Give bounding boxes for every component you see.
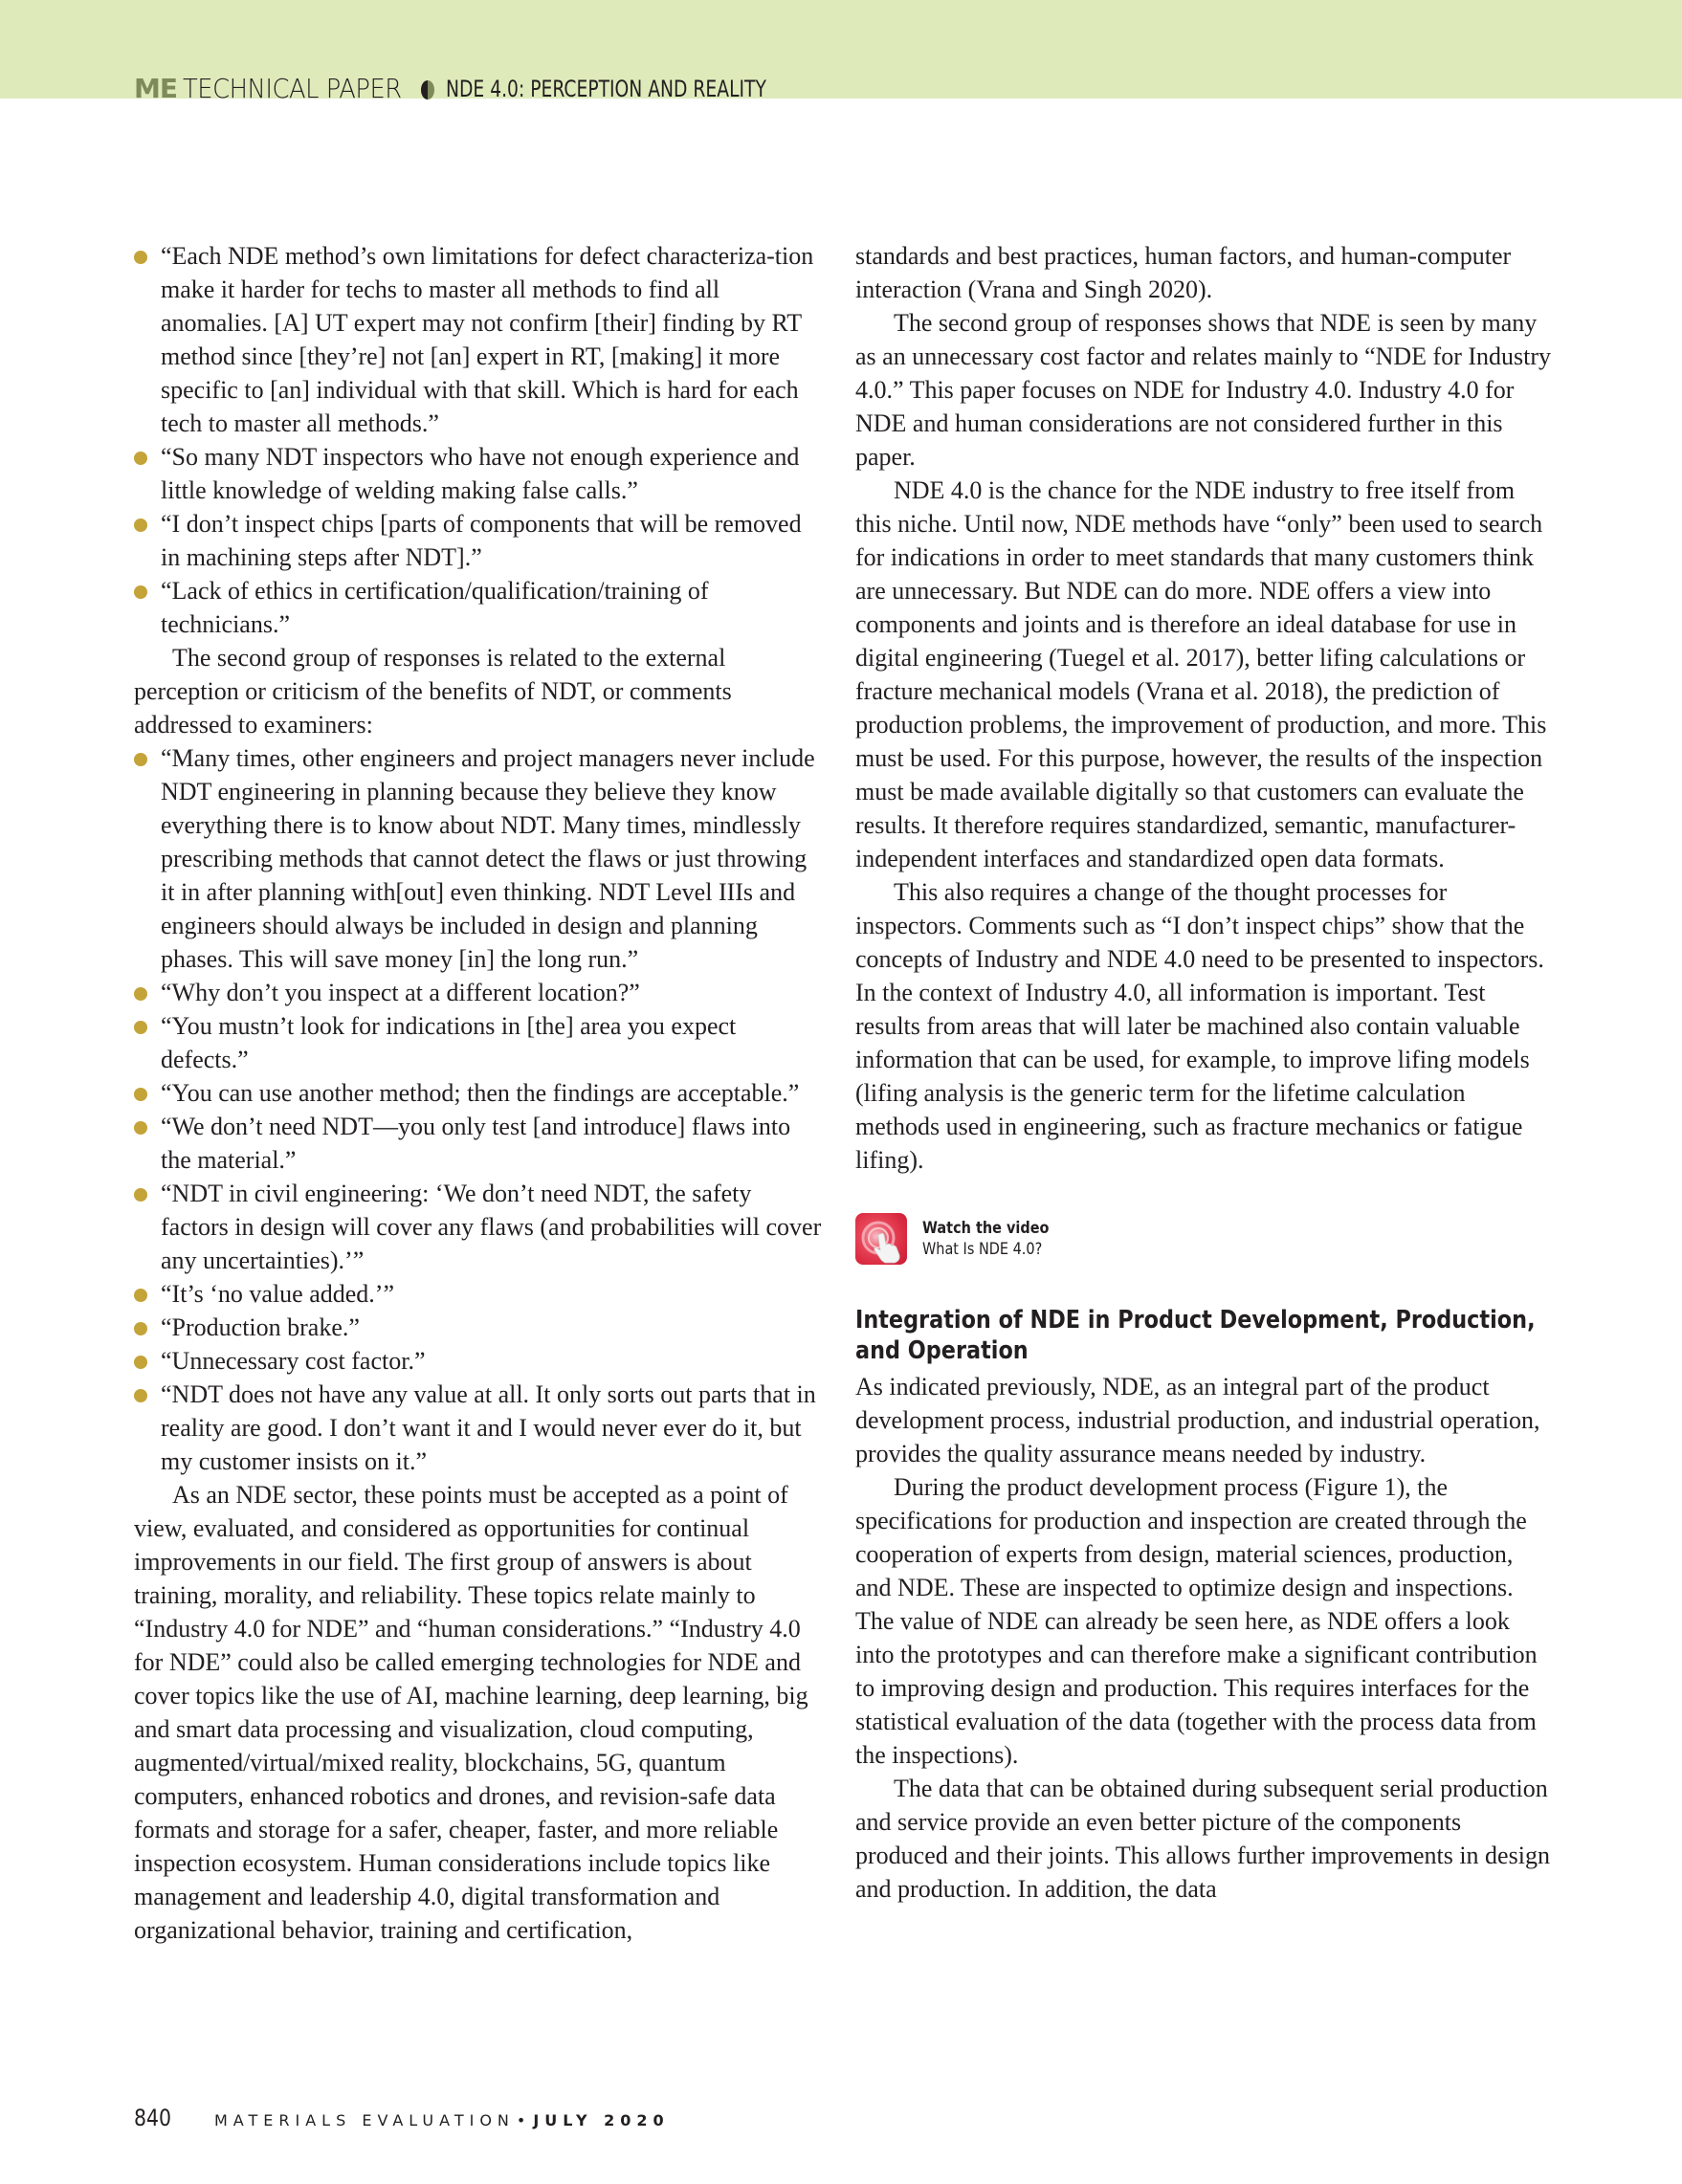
- list-item: [134, 1009, 823, 1076]
- list-item: [134, 1311, 823, 1344]
- bullet-icon: [134, 1188, 147, 1202]
- magazine-logo: ME: [134, 73, 177, 104]
- right-column: [855, 239, 1554, 1906]
- list-item: [134, 239, 823, 440]
- list-item-text: “NDT does not have any value at all. It only sorts out parts that in reality are good. I don’t want it and I would never ever do it, but my customer insists on it.”: [161, 1380, 816, 1475]
- list-item: [134, 1076, 823, 1110]
- page-footer: [134, 2105, 670, 2131]
- paragraph-thought-processes: This also requires a change of the thought processes for inspectors. Comments such as “I don’t inspect chips” show that the concepts of Industry and NDE 4.0 need to be presented to inspectors. In the context of Industry 4.0, all information is important. Test results from areas that will later be machined also contain valuable information that can be used, for example, to improve lifing models (lifing analysis is the generic term for the lifetime calculation methods used in engineering, such as fracture mechanics or fatigue lifing).: [855, 878, 1544, 1174]
- bullet-icon: [134, 1389, 147, 1402]
- bullet-icon: [134, 1021, 147, 1034]
- list-item-text: “I don’t inspect chips [parts of components that will be removed in machining steps after NDT].”: [161, 510, 802, 571]
- paragraph-second-group: The second group of responses is related to the external perception or criticism of the benefits of NDT, or comments addressed to examiners:: [134, 644, 732, 739]
- footer-separator: •: [516, 2111, 526, 2129]
- video-label[interactable]: Watch the video: [922, 1219, 1050, 1238]
- half-filled-circle-icon: [421, 80, 434, 99]
- list-item-text: “Why don’t you inspect at a different location?”: [161, 979, 640, 1006]
- list-item-text: “Each NDE method’s own limitations for defect characteriza-tion make it harder for techs to master all methods to find all anomalies. [A] UT expert may not confirm [their] finding by RT method since [they’re] not [an] expert in RT, [making] it more specific to [an] individual with that skill. Which is hard for each tech to master all methods.”: [161, 242, 814, 437]
- list-item: [134, 1344, 823, 1378]
- bullet-icon: [134, 753, 147, 766]
- list-item-text: “You mustn’t look for indications in [the] area you expect defects.”: [161, 1012, 737, 1073]
- bullet-icon: [134, 1322, 147, 1335]
- list-item: [134, 1378, 823, 1478]
- paragraph-serial-production: The data that can be obtained during subsequent serial production and service provide an even better picture of the components produced and their joints. This allows further improvements in design and production. In addition, the data: [855, 1775, 1550, 1903]
- issue-date: JULY 2020: [533, 2111, 670, 2129]
- bullet-icon: [134, 518, 147, 532]
- paragraph-integration: As indicated previously, NDE, as an integral part of the product development process, industrial production, and industrial operation, provides the quality assurance means needed by industry.: [855, 1373, 1540, 1467]
- list-item-text: “NDT in civil engineering: ‘We don’t need NDT, the safety factors in design will cover any flaws (and probabilities will cover any uncertainties).’”: [161, 1180, 822, 1274]
- paragraph-second-group-shows: The second group of responses shows that NDE is seen by many as an unnecessary cost factor and relates mainly to “NDE for Industry 4.0.” This paper focuses on NDE for Industry 4.0. Industry 4.0 for NDE and human considerations are not considered further in this paper.: [855, 309, 1552, 471]
- running-header: [134, 70, 856, 102]
- video-touch-icon[interactable]: [855, 1213, 907, 1265]
- list-item: [134, 741, 823, 976]
- journal-name: MATERIALS EVALUATION: [214, 2111, 515, 2129]
- video-title[interactable]: What Is NDE 4.0?: [922, 1240, 1043, 1259]
- paragraph-product-development: During the product development process (Figure 1), the specifications for production and inspection are created through the cooperation of experts from design, material sciences, production, and NDE. These are inspected to optimize design and inspections. The value of NDE can already be seen here, as NDE offers a look into the prototypes and can therefore make a significant contribution to improving design and production. This requires interfaces for the statistical evaluation of the data (together with the process data from the inspections).: [855, 1473, 1538, 1769]
- bullet-icon: [134, 585, 147, 599]
- bullet-icon: [134, 1289, 147, 1302]
- list-item: [134, 976, 823, 1009]
- bullet-icon: [134, 1088, 147, 1101]
- bullet-icon: [134, 251, 147, 264]
- paragraph-nde-sector: As an NDE sector, these points must be accepted as a point of view, evaluated, and considered as opportunities for continual improvements in our field. The first group of answers is about training, morality, and reliability. These topics relate mainly to “Industry 4.0 for NDE” and “human considerations.” “Industry 4.0 for NDE” could also be called emerging technologies for NDE and cover topics like the use of AI, machine learning, deep learning, big and smart data processing and visualization, cloud computing, augmented/virtual/mixed reality, blockchains, 5G, quantum computers, enhanced robotics and drones, and revision-safe data formats and storage for a safer, cheaper, faster, and more reliable inspection ecosystem. Human considerations include topics like management and leadership 4.0, digital transformation and organizational behavior, training and certification,: [134, 1481, 808, 1944]
- article-running-title: NDE 4.0: PERCEPTION AND REALITY: [445, 76, 766, 102]
- paragraph-continued: standards and best practices, human factors, and human-computer interaction (Vrana and Singh 2020).: [855, 242, 1512, 303]
- section-heading: Integration of NDE in Product Development, Production, and Operation: [855, 1306, 1536, 1365]
- list-item: [134, 1277, 823, 1311]
- list-item-text: “Production brake.”: [161, 1313, 360, 1341]
- list-item-text: “You can use another method; then the findings are acceptable.”: [161, 1079, 800, 1107]
- list-item: [134, 440, 823, 507]
- list-item: [134, 507, 823, 574]
- list-item-text: “It’s ‘no value added.’”: [161, 1280, 395, 1308]
- list-item-text: “So many NDT inspectors who have not enough experience and little knowledge of welding making false calls.”: [161, 443, 800, 504]
- left-column: [134, 239, 823, 1947]
- page-number: 840: [134, 2105, 171, 2131]
- list-item: [134, 574, 823, 641]
- paragraph-nde40-chance: NDE 4.0 is the chance for the NDE industry to free itself from this niche. Until now, NDE methods have “only” been used to search for indications in order to meet standards that many customers think are unnecessary. But NDE can do more. NDE offers a view into components and joints and is therefore an ideal database for use in digital engineering (Tuegel et al. 2017), better lifing calculations or fracture mechanical models (Vrana et al. 2018), the prediction of production problems, the improvement of production, and more. This must be used. For this purpose, however, the results of the inspection must be made available digitally so that customers can evaluate the results. It therefore requires standardized, semantic, manufacturer-independent interfaces and standardized open data formats.: [855, 476, 1547, 872]
- bullet-icon: [134, 452, 147, 465]
- bullet-icon: [134, 1121, 147, 1135]
- bullet-list-external-responses: [134, 741, 823, 1478]
- bullet-list-internal-responses: [134, 239, 823, 641]
- list-item-text: “We don’t need NDT—you only test [and introduce] flaws into the material.”: [161, 1113, 791, 1174]
- bullet-icon: [134, 1356, 147, 1369]
- video-caption: [922, 1218, 1049, 1260]
- bullet-icon: [134, 987, 147, 1001]
- list-item-text: “Unnecessary cost factor.”: [161, 1347, 426, 1375]
- list-item: [134, 1177, 823, 1277]
- section-label: TECHNICAL PAPER: [183, 73, 402, 104]
- list-item: [134, 1110, 823, 1177]
- list-item-text: “Many times, other engineers and project managers never include NDT engineering in planning because they believe they know everything there is to know about NDT. Many times, mindlessly prescribing methods that cannot detect the flaws or just throwing it in after planning with[out] even thinking. NDT Level IIIs and engineers should always be included in design and planning phases. This will save money [in] the long run.”: [161, 744, 815, 973]
- video-link[interactable]: [855, 1213, 1554, 1265]
- list-item-text: “Lack of ethics in certification/qualification/training of technicians.”: [161, 577, 709, 638]
